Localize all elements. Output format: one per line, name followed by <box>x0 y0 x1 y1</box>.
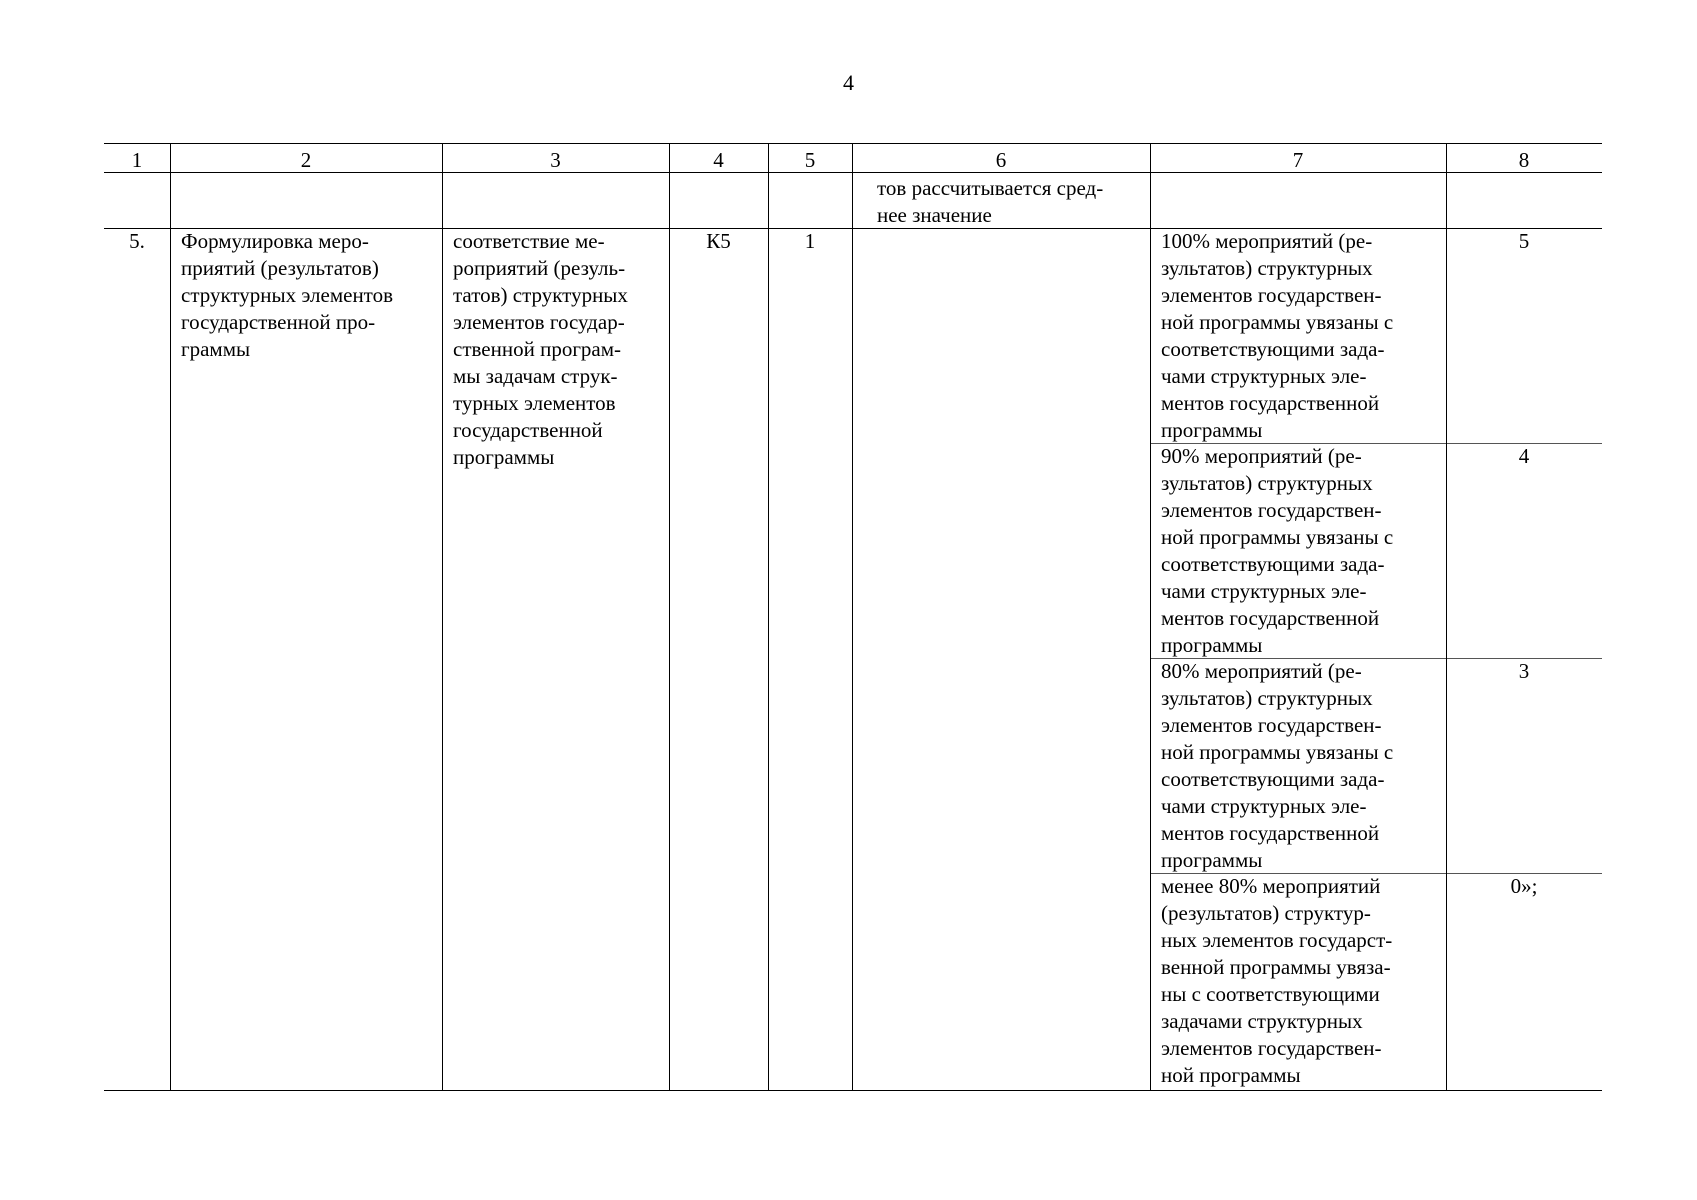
page-number: 4 <box>843 70 854 95</box>
continuation-text: тов рассчитывается сред- нее значение <box>877 176 1104 227</box>
col-divider-5 <box>852 143 853 1090</box>
col-divider-2 <box>442 143 443 1090</box>
criterion-name: Формулировка меро- приятий (результатов) структурных элементов государственной про- граммы <box>181 229 393 361</box>
criterion-description: соответствие ме- роприятий (резуль- татов) структурных элементов государ- ственной програм- мы задачам струк- турных элементов государственной программы <box>453 229 628 469</box>
table-top-border <box>104 143 1602 144</box>
header-col-2: 2 <box>300 148 312 172</box>
header-col-7: 7 <box>1292 148 1304 172</box>
level-score: 5 <box>1518 229 1530 253</box>
col-divider-1 <box>170 143 171 1090</box>
col-divider-6 <box>1150 143 1151 1090</box>
header-col-4: 4 <box>713 148 724 172</box>
criterion-code: К5 <box>706 229 731 253</box>
col-divider-7 <box>1446 143 1447 1090</box>
level-score: 0»; <box>1510 874 1538 898</box>
level-score: 4 <box>1518 444 1530 468</box>
level-score: 3 <box>1518 659 1530 683</box>
row-number: 5. <box>129 229 145 253</box>
header-col-5: 5 <box>804 148 816 172</box>
level-text: 80% мероприятий (ре- зультатов) структурных элементов государствен- ной программы увязаны с соответствующими зада- чами структурных эле- ментов государственной программы <box>1161 659 1394 872</box>
header-col-8: 8 <box>1518 148 1530 172</box>
header-bottom-border <box>104 172 1602 173</box>
level-text: 90% мероприятий (ре- зультатов) структурных элементов государствен- ной программы увязаны с соответствующими зада- чами структурных эле- ментов государственной программы <box>1161 444 1394 657</box>
header-col-3: 3 <box>550 148 561 172</box>
criterion-weight: 1 <box>804 229 816 253</box>
level-text: 100% мероприятий (ре- зультатов) структурных элементов государствен- ной программы увязаны с соответствующими зада- чами структурных эле- ментов государственной программы <box>1161 229 1394 442</box>
header-col-1: 1 <box>131 148 143 172</box>
col-divider-3 <box>669 143 670 1090</box>
col-divider-4 <box>768 143 769 1090</box>
header-col-6: 6 <box>995 148 1007 172</box>
table-bottom-border <box>104 1090 1602 1091</box>
level-text: менее 80% мероприятий (результатов) структур- ных элементов государст- венной программы увяза- ны с соответствующими задачами структурных элементов государствен- ной программы <box>1161 874 1393 1087</box>
